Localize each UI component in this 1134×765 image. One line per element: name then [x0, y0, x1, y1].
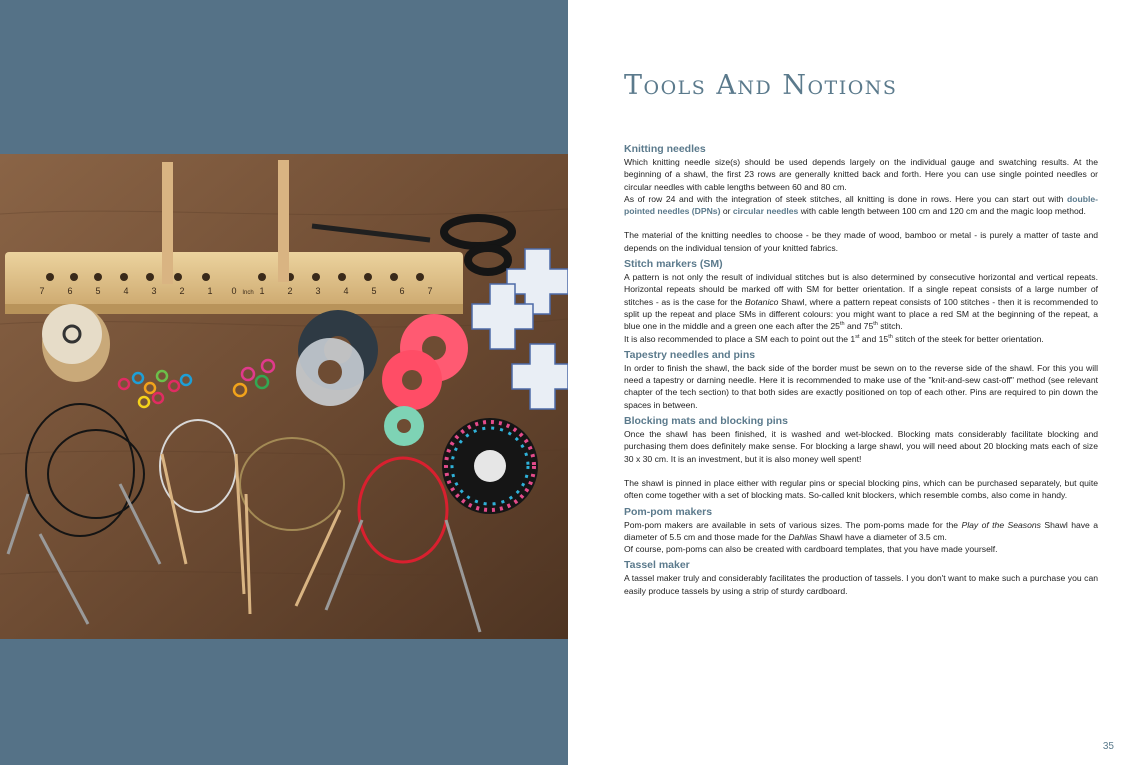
right-page: [568, 0, 1134, 765]
ordinal-suffix: st: [855, 333, 860, 340]
ruler-number: 0: [231, 286, 237, 296]
needles-paragraph-3: The material of the knitting needles to choose - be they made of wood, bamboo or metal - is purely a matter of taste and depends on the individual tension of your knitted fabrics.: [624, 230, 1098, 253]
ruler-number: 4: [343, 286, 349, 296]
ruler-number: 6: [399, 286, 405, 296]
ruler-number: 7: [39, 286, 45, 296]
markers-text: and 15: [859, 333, 889, 344]
needles-paragraph-1: Which knitting needle size(s) should be used depends largely on the individual gauge and swatching results. At the beginning of a shawl, the first 23 rows are generally knitted back and forth. Here you can use single pointed needles or circular needles with cable lengths between 60 and 80 cm.: [624, 157, 1098, 192]
tapestry-paragraph-1: In order to finish the shawl, the back side of the border must be sewn on to the reverse side of the shawl. For this you will need a tapestry or darning needle. Here it is recommended to make use of the "knit-and-sew cast-off" method (see relevant chapter of the tech section) to that both sides are exactly positioned on top of each other. Pins are required to pin down the spaces in between.: [624, 362, 1098, 410]
page-number: 35: [1102, 741, 1114, 752]
heading-pom-pom-makers: Pom-pom makers: [624, 505, 713, 518]
pompom-text: Shawl have a diameter of 5.5 cm and those made for the: [624, 519, 1099, 542]
page-title: Tools And Notions: [624, 70, 898, 101]
needles-paragraph-2: [624, 193, 1098, 218]
ruler-number: 3: [315, 286, 321, 296]
pompom-text: Shawl have a diameter of 3.5 cm.: [817, 531, 947, 542]
tassel-paragraph-1: A tassel maker truly and considerably facilitates the production of tassels. I you don't want to make such a purchase you can easily produce tassels by using a strip of sturdy cardboard.: [624, 573, 1098, 596]
markers-text: Shawl, where a pattern repeat consists of 100 stitches - then it is recommended to split up the repeat and place SMs in different colours: you might want to place a red SM at the beginning of the repeat, a blue one in the middle and a green one each after the 25: [624, 296, 1098, 332]
markers-text: stitch of the steek for better orientation.: [892, 333, 1044, 344]
pompom-paragraph-2: Of course, pom-poms can also be created with cardboard templates, that you have made yourself.: [624, 544, 998, 555]
pompom-text: Pom-pom makers are available in sets of various sizes. The pom-poms made for the: [624, 519, 962, 530]
markers-text: and 75: [844, 321, 874, 332]
circular-needles-link[interactable]: circular needles: [732, 206, 799, 217]
knitting-tools-photo: [0, 154, 568, 639]
ruler-label: Inch: [242, 290, 254, 296]
heading-tassel-maker: Tassel maker: [624, 559, 690, 572]
ruler-number: 5: [95, 286, 101, 296]
needles-text: with cable length between 100 cm and 120 cm and the magic loop method.: [798, 206, 1086, 217]
heading-blocking-mats: Blocking mats and blocking pins: [624, 415, 788, 428]
play-of-seasons-shawl-name: Play of the Seasons: [961, 519, 1041, 530]
ruler-number: 6: [67, 286, 73, 296]
dpn-link[interactable]: double-pointed needles (DPNs): [624, 193, 1098, 217]
ordinal-suffix: th: [888, 333, 893, 340]
blocking-pins-wheel: [442, 418, 538, 514]
blocking-paragraph-2: The shawl is pinned in place either with regular pins or special blocking pins, which can be purchased separately, but quite often come together with a set of blocking mats. So-called knit blockers, which resemble combs, also come in handy.: [624, 477, 1098, 501]
ruler-number: 2: [179, 286, 185, 296]
ordinal-suffix: th: [873, 321, 878, 328]
ruler-number: 2: [287, 286, 293, 296]
markers-text: stitch.: [877, 321, 903, 332]
ruler-number: 1: [207, 286, 213, 296]
heading-tapestry-needles: Tapestry needles and pins: [624, 348, 756, 361]
markers-paragraph-2: [624, 333, 1098, 345]
ruler-number: 1: [259, 286, 265, 296]
markers-text: A pattern is not only the result of individual stitches but is also determined by consecutive horizontal and vertical repeats. Horizontal repeats should be marked off with SM for better orientation. If a single repeat consists of a large number of stitches - as is the case for the: [624, 272, 1098, 307]
needles-text: As of row 24 and with the integration of steek stitches, all knitting is done in rows. Here you can start out with: [624, 193, 1067, 204]
ruler-number: 4: [123, 286, 129, 296]
pompom-paragraph-1: [624, 519, 1098, 544]
ordinal-suffix: th: [839, 321, 845, 328]
ruler-number: 7: [427, 286, 433, 296]
needles-text: or: [720, 206, 733, 217]
page-content: [624, 143, 1098, 597]
ruler-number: 3: [151, 286, 157, 296]
markers-text: It is also recommended to place a SM each to point out the 1: [624, 333, 856, 344]
markers-paragraph-1: [624, 271, 1098, 332]
heading-stitch-markers: Stitch markers (SM): [624, 258, 723, 271]
botanico-shawl-name: Botanico: [745, 296, 779, 307]
ruler-number: 5: [371, 286, 377, 296]
blocking-paragraph-1: Once the shawl has been finished, it is washed and wet-blocked. Blocking mats considerably facilitate blocking and purchasing them does definitely make sense. For blocking a large shawl, you will need about 20 blocking mats each of size 30 x 30 cm. It is an investment, but it is also money well spent!: [624, 429, 1098, 464]
dahlias-shawl-name: Dahlias: [788, 531, 817, 542]
heading-knitting-needles: Knitting needles: [624, 143, 706, 155]
